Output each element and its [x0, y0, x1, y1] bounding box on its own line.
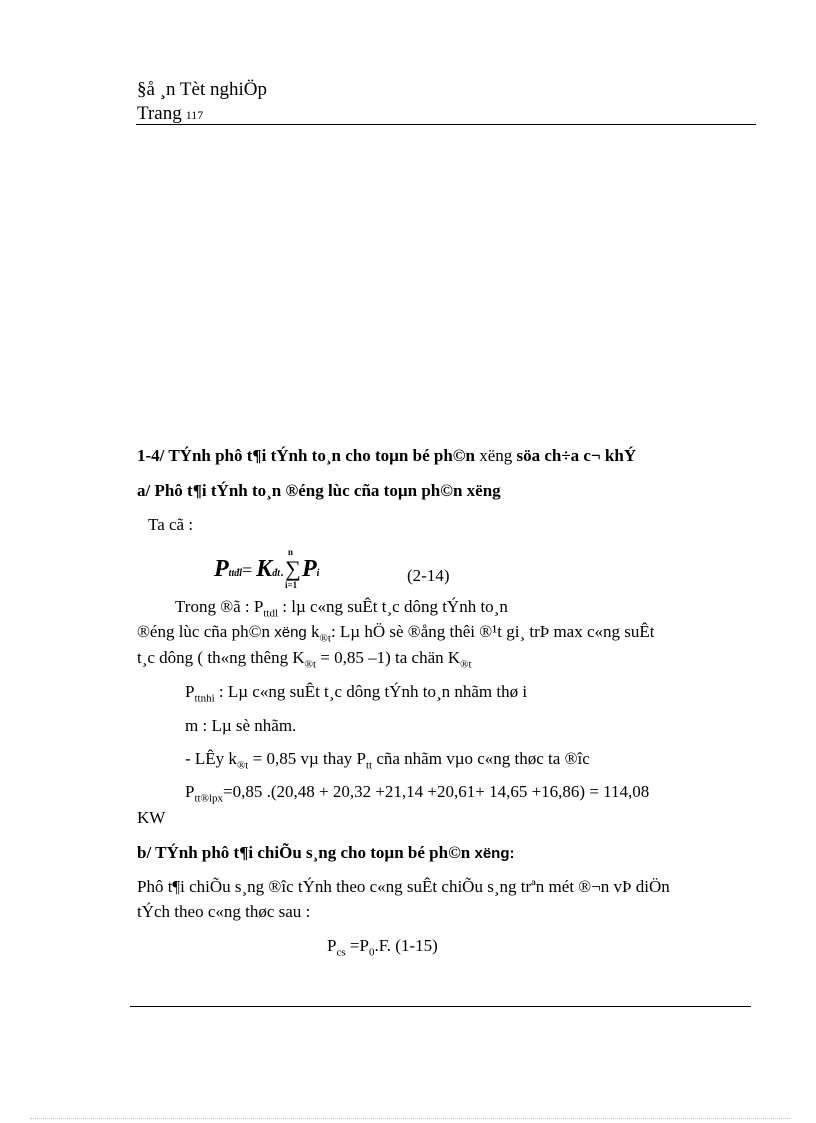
footer-rule [130, 1006, 751, 1007]
formula2-sub-2: 0 [368, 946, 375, 959]
formula2-part-b: =P [345, 936, 369, 955]
line1-sub: ttdl [263, 607, 279, 620]
formula-equals: = [242, 560, 253, 580]
header-rule [136, 124, 756, 125]
section-heading-suffix: söa ch÷a c¬ khÝ [512, 446, 637, 465]
formula-p-sub: ttđl [228, 568, 243, 579]
paragraph-line-5: m : Lµ sè nhãm. [185, 716, 297, 735]
page-number: 117 [185, 108, 204, 122]
formula2-part-a: P [327, 936, 337, 955]
subsection-b-prefix: b/ TÝnh phô t¶i chiÕu s¸ng cho toµn bé ph©n [137, 843, 475, 862]
formula-1-15 [327, 936, 438, 958]
formula-k-sub: đt [272, 568, 280, 579]
line3-part-a: t¸c dông ( th«ng thêng K [137, 648, 305, 667]
formula-pi-sub: i [316, 568, 320, 579]
formula-2-14 [214, 547, 320, 596]
line7-sub: tt®lpx [194, 792, 223, 805]
sigma-glyph: ∑ [285, 556, 301, 581]
section-heading-prefix: 1-4/ TÝnh phô t¶i tÝnh to¸n cho toµn bé ph©n [137, 446, 480, 465]
section-heading [137, 446, 636, 466]
line3-part-b: = 0,85 –1) ta chän K [316, 648, 461, 667]
page-edge-dots [30, 1118, 790, 1119]
line4-part-a: P [185, 682, 195, 701]
document-title: §å ¸n Tèt nghiÖp [137, 79, 267, 100]
line6-part-b: = 0,85 vµ thay P [248, 749, 366, 768]
paragraph-line-4 [185, 682, 527, 704]
page-label-text: Trang [137, 103, 182, 124]
subsection-b-word: xëng: [474, 845, 515, 862]
line2-part-c: : Lµ hÖ sè ®ång thêi ®¹t gi¸ trÞ max c«ng suÊt [330, 622, 655, 641]
formula-dot: . [279, 563, 284, 580]
formula-k: K [256, 556, 273, 582]
line2-part-a: ®éng lùc cña ph©n [137, 622, 275, 641]
page-label [137, 103, 203, 125]
formula-pi: P [301, 556, 317, 582]
line7-part-a: P [185, 782, 195, 801]
line1-part-a: Trong ®ã : P [175, 597, 264, 616]
subsection-a-heading: a/ Phô t¶i tÝnh to¸n ®éng lùc cña toµn ph©n xëng [137, 481, 501, 500]
line6-sub-1: ®t [236, 759, 249, 772]
paragraph-line-3 [137, 648, 472, 670]
subsection-b-heading [137, 843, 515, 863]
line6-part-c: cña nhãm vµo c«ng thøc ta ®îc [372, 749, 590, 768]
line2-sub: ®t [319, 632, 331, 645]
paragraph-line-9: Phô t¶i chiÕu s¸ng ®îc tÝnh theo c«ng suÊt chiÕu s¸ng trªn mét ®¬n vÞ diÖn [137, 877, 670, 896]
paragraph-line-6 [185, 749, 590, 771]
ta-co-text: Ta cã : [148, 515, 194, 534]
line2-part-b: k [306, 622, 320, 641]
formula2-sub-1: cs [336, 946, 346, 959]
line3-sub-1: ®t [304, 658, 317, 671]
formula2-part-c: .F. (1-15) [374, 936, 438, 955]
section-heading-word: xëng [479, 446, 513, 465]
paragraph-line-10: tÝch theo c«ng thøc sau : [137, 902, 311, 921]
formula-p: P [214, 556, 229, 582]
equation-number: (2-14) [407, 566, 450, 585]
line1-part-b: : lµ c«ng suÊt t¸c dông tÝnh to¸n [278, 597, 508, 616]
paragraph-line-2 [137, 622, 655, 644]
sigma-symbol [284, 547, 302, 590]
line2-xeng: xëng [274, 624, 307, 641]
line7-part-b: =0,85 .(20,48 + 20,32 +21,14 +20,61+ 14,65 +16,86) = 114,08 [223, 782, 650, 801]
paragraph-line-7 [185, 782, 649, 804]
sigma-upper-limit: n [287, 547, 293, 557]
sigma-lower-limit: i=1 [284, 580, 298, 590]
line3-sub-2: ®t [460, 658, 472, 671]
line6-part-a: - LÊy k [185, 749, 237, 768]
paragraph-line-8: KW [137, 808, 166, 827]
line4-part-b: : Lµ c«ng suÊt t¸c dông tÝnh to¸n nhãm thø i [214, 682, 528, 701]
line4-sub: ttnhi [194, 692, 215, 705]
line6-sub-2: tt [365, 759, 373, 772]
paragraph-line-1 [175, 597, 750, 619]
